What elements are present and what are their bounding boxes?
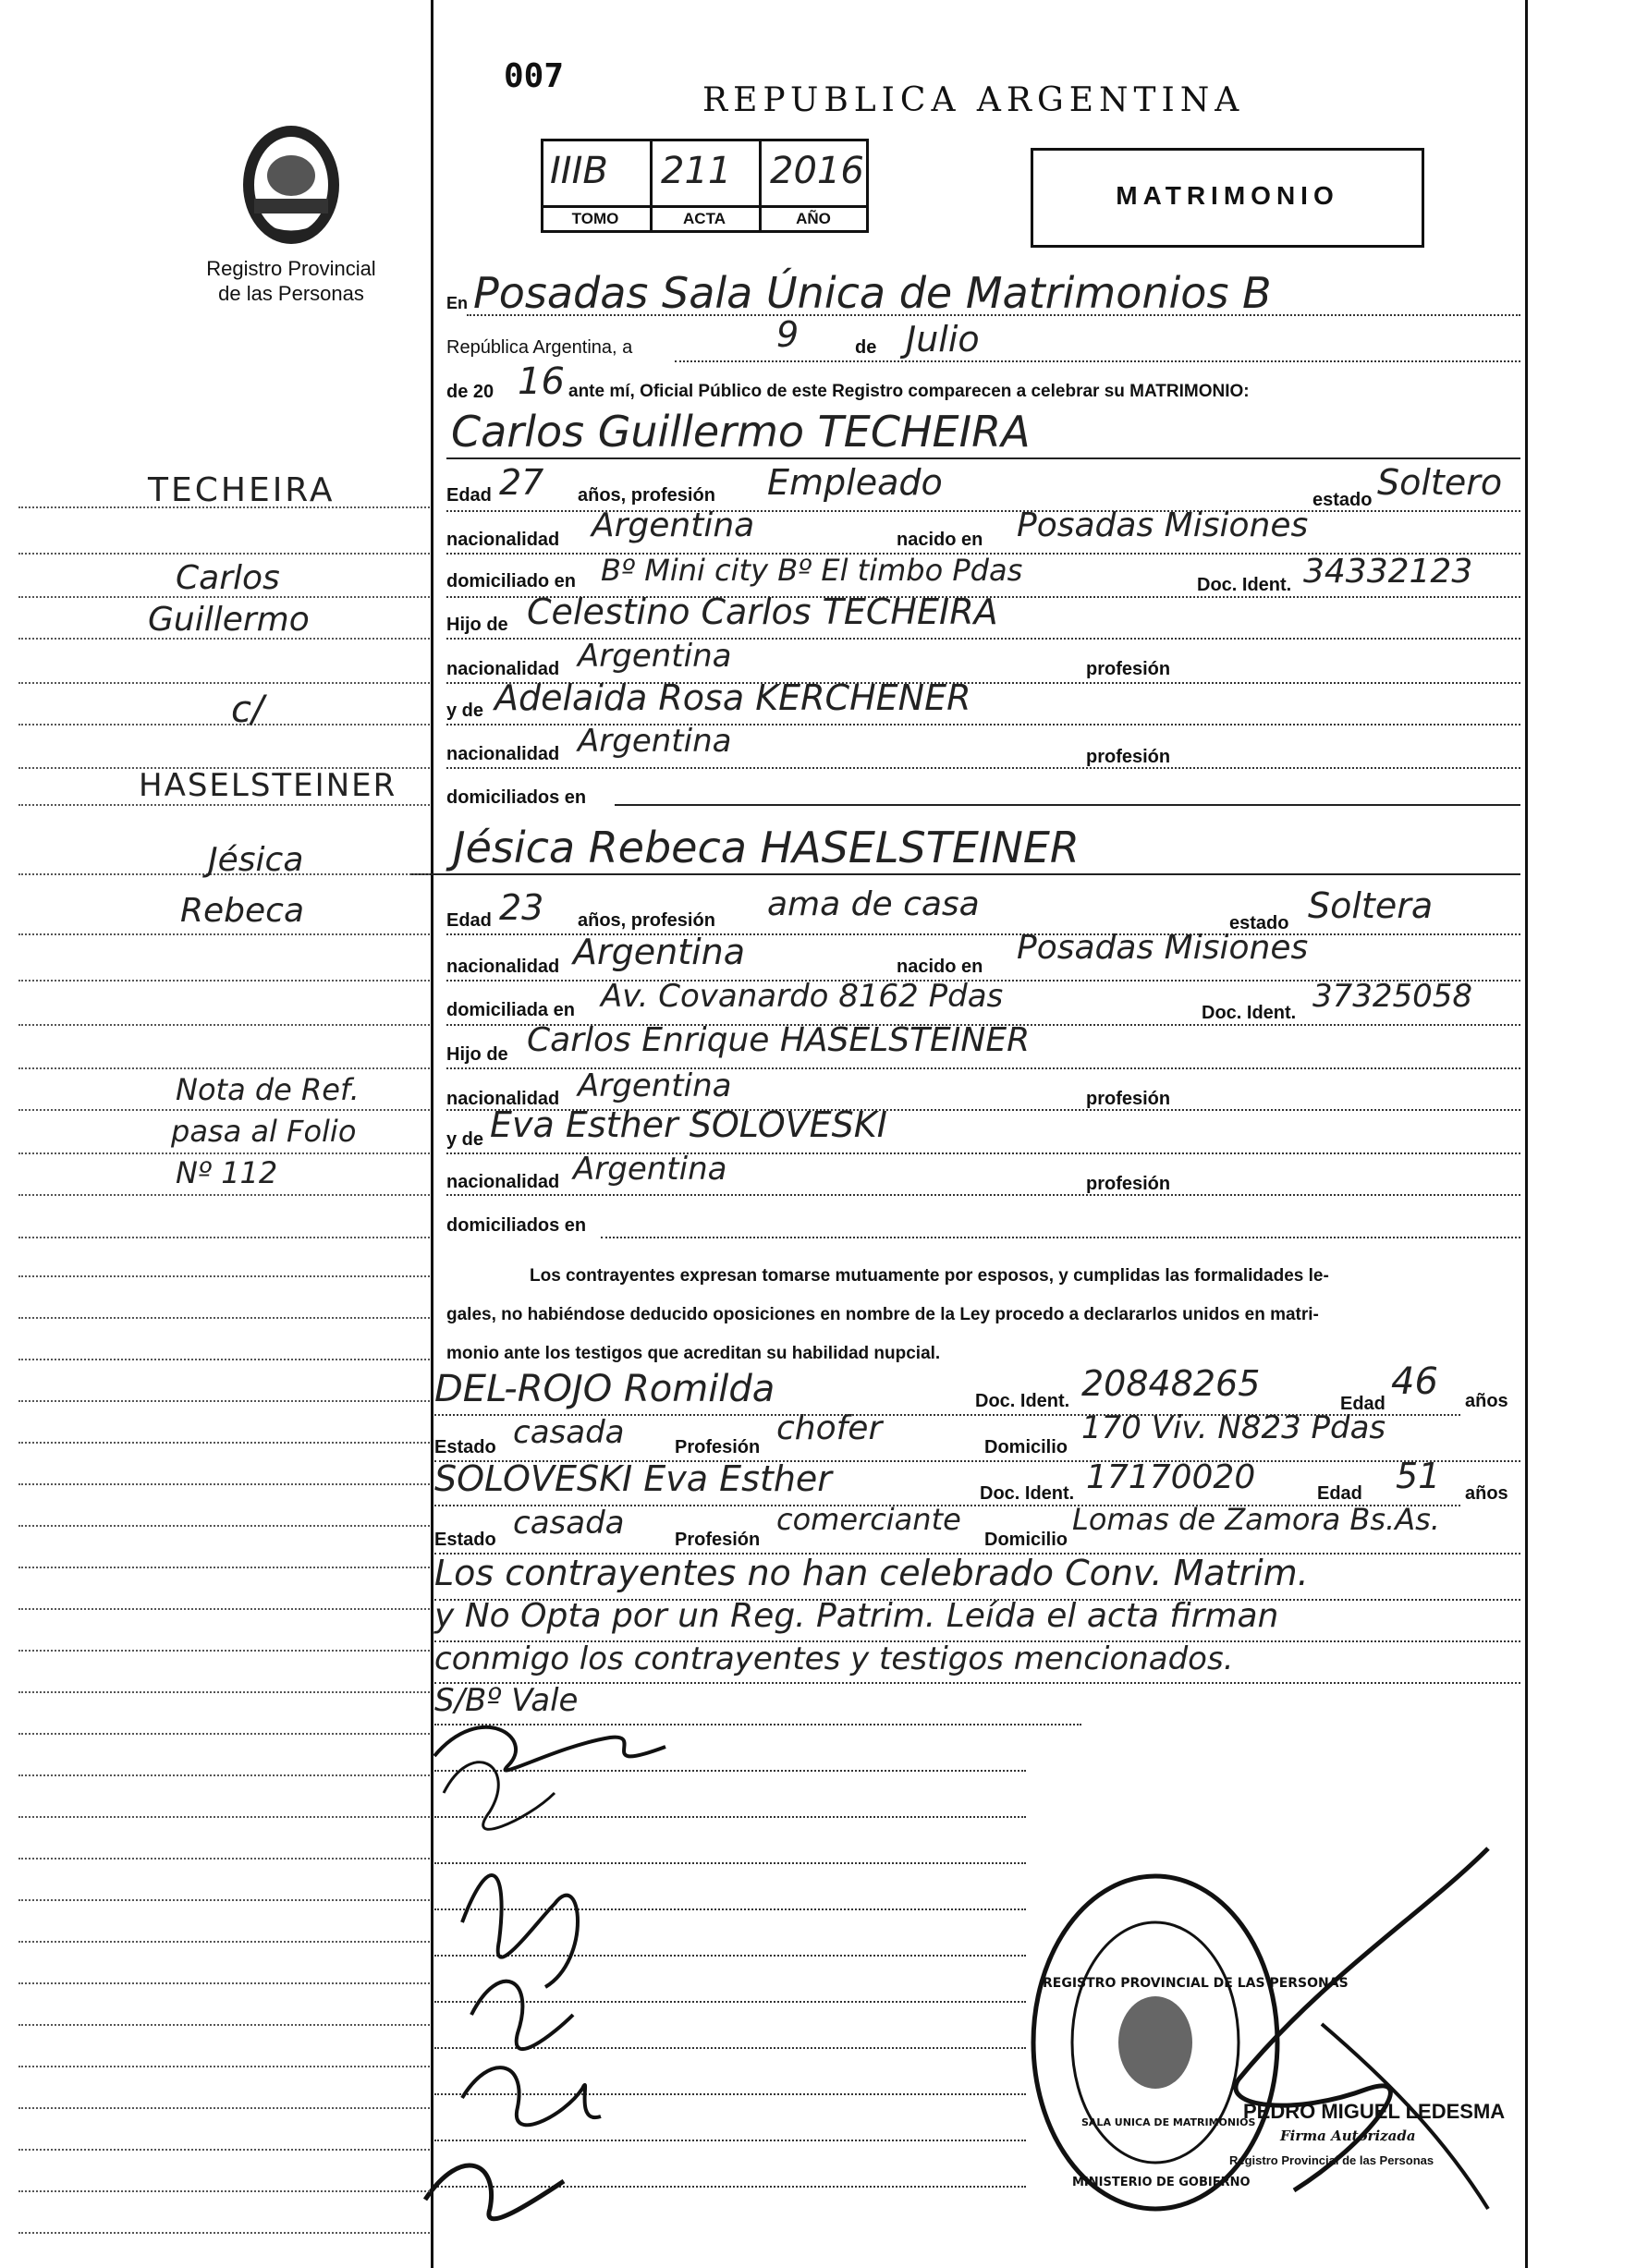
groom-father[interactable]: Celestino Carlos TECHEIRA xyxy=(527,591,998,632)
year-suffix[interactable]: 16 xyxy=(518,360,565,403)
bride-prof[interactable]: ama de casa xyxy=(767,885,980,923)
groom-nacido[interactable]: Posadas Misiones xyxy=(1017,506,1309,544)
day-value[interactable]: 9 xyxy=(776,314,800,355)
acta-label: ACTA xyxy=(683,210,726,227)
witness2-estado-label: Estado xyxy=(434,1530,496,1550)
declaration-line-2: gales, no habiéndose deducido oposiciones en nombre de la Ley procedo a declararlos unidos en matri- xyxy=(446,1305,1319,1324)
margin-notes xyxy=(18,0,430,2268)
witness2-prof[interactable]: comerciante xyxy=(776,1502,961,1537)
registry-line-1: Registro Provincial xyxy=(206,257,376,280)
groom-domiciliados-label: domiciliados en xyxy=(446,787,587,808)
observation-line-4[interactable]: S/Bº Vale xyxy=(434,1682,579,1719)
margin-note-3: Nº 112 xyxy=(176,1155,278,1190)
witness2-anios-label: años xyxy=(1465,1483,1508,1504)
witness1-doc-label: Doc. Ident. xyxy=(975,1391,1070,1411)
en-label: En xyxy=(446,294,469,312)
margin-joiner: c/ xyxy=(231,689,264,731)
groom-dom[interactable]: Bº Mini city Bº El timbo Pdas xyxy=(601,553,1023,588)
witness1-dom[interactable]: 170 Viv. N823 Pdas xyxy=(1081,1409,1386,1446)
bride-dom-label: domiciliada en xyxy=(446,1000,575,1020)
place-value[interactable]: Posadas Sala Única de Matrimonios B xyxy=(473,268,1272,318)
witness1-estado-label: Estado xyxy=(434,1437,496,1457)
groom-mother-nac-label: nacionalidad xyxy=(446,744,560,764)
witness1-prof[interactable]: chofer xyxy=(776,1409,883,1447)
acta-value: 211 xyxy=(661,150,732,192)
bride-father-prof-label: profesión xyxy=(1086,1089,1171,1109)
signature-2 xyxy=(444,1762,555,1830)
tomo-value: IIIB xyxy=(550,150,608,192)
stamp-ring-top: REGISTRO PROVINCIAL DE LAS PERSONAS xyxy=(1043,1976,1349,1991)
witness2-edad[interactable]: 51 xyxy=(1396,1456,1441,1496)
groom-edad[interactable]: 27 xyxy=(499,462,544,503)
bride-father-nac-label: nacionalidad xyxy=(446,1089,560,1109)
bride-father-nac[interactable]: Argentina xyxy=(578,1067,732,1104)
tomo-label: TOMO xyxy=(571,210,619,227)
groom-nac-label: nacionalidad xyxy=(446,530,560,550)
groom-father-label: Hijo de xyxy=(446,615,508,635)
groom-estado[interactable]: Soltero xyxy=(1377,462,1503,503)
observation-line-2[interactable]: y No Opta por un Reg. Patrim. Leída el acta firman xyxy=(434,1597,1279,1635)
stamp-ring-inner: SALA UNICA DE MATRIMONIOS xyxy=(1081,2116,1256,2128)
observation-line-1[interactable]: Los contrayentes no han celebrado Conv. Matrim. xyxy=(434,1553,1309,1593)
groom-prof[interactable]: Empleado xyxy=(767,462,943,503)
groom-mother-nac[interactable]: Argentina xyxy=(578,723,732,760)
de-label: de xyxy=(855,337,877,358)
republica-label: República Argentina, a xyxy=(446,337,633,358)
stamp-ring-bottom: MINISTERIO DE GOBIERNO xyxy=(1072,2176,1251,2189)
signature-6 xyxy=(425,2165,564,2219)
bride-nacido-label: nacido en xyxy=(897,957,983,977)
bride-prof-label: años, profesión xyxy=(578,910,715,931)
signature-5 xyxy=(462,2067,601,2125)
witness2-estado[interactable]: casada xyxy=(513,1505,625,1542)
bride-father-label: Hijo de xyxy=(446,1044,508,1065)
bride-doc[interactable]: 37325058 xyxy=(1312,978,1473,1015)
margin-given-2b: Rebeca xyxy=(180,892,305,930)
witness1-prof-label: Profesión xyxy=(675,1437,761,1457)
margin-given-2a: Jésica xyxy=(208,841,304,879)
witness2-dom[interactable]: Lomas de Zamora Bs.As. xyxy=(1072,1502,1440,1537)
bride-father[interactable]: Carlos Enrique HASELSTEINER xyxy=(527,1021,1031,1059)
groom-mother[interactable]: Adelaida Rosa KERCHENER xyxy=(494,677,971,718)
margin-given-1b: Guillermo xyxy=(148,601,310,639)
signatures xyxy=(407,1682,1072,2237)
bride-name[interactable]: Jésica Rebeca HASELSTEINER xyxy=(453,823,1080,872)
declaration-line-3: monio ante los testigos que acreditan su habilidad nupcial. xyxy=(446,1344,941,1363)
groom-prof-label: años, profesión xyxy=(578,485,715,506)
witness1-name[interactable]: DEL-ROJO Romilda xyxy=(434,1368,775,1410)
officer-name: PEDRO MIGUEL LEDESMA xyxy=(1243,2100,1506,2123)
bride-mother-prof-label: profesión xyxy=(1086,1174,1171,1194)
declaration xyxy=(446,1257,1519,1373)
groom-estado-label: estado xyxy=(1312,490,1373,510)
margin-surname-1: TECHEIRA xyxy=(148,471,336,509)
page-number: 007 xyxy=(504,57,565,95)
groom-father-prof-label: profesión xyxy=(1086,659,1171,679)
bride-edad-label: Edad xyxy=(446,910,492,931)
witness1-anios-label: años xyxy=(1465,1391,1508,1411)
witness2-doc-label: Doc. Ident. xyxy=(980,1483,1075,1504)
witness1-doc[interactable]: 20848265 xyxy=(1081,1363,1261,1404)
groom-name[interactable]: Carlos Guillermo TECHEIRA xyxy=(451,407,1031,457)
groom-nac[interactable]: Argentina xyxy=(592,506,755,544)
groom-father-nac[interactable]: Argentina xyxy=(578,638,732,675)
bride-mother-nac-label: nacionalidad xyxy=(446,1172,560,1192)
bride-dom[interactable]: Av. Covanardo 8162 Pdas xyxy=(601,978,1004,1015)
officer-office: Registro Provincial de las Personas xyxy=(1229,2153,1434,2167)
declaration-line-1: Los contrayentes expresan tomarse mutuamente por esposos, y cumplidas las formalidades le- xyxy=(530,1266,1329,1286)
groom-father-nac-label: nacionalidad xyxy=(446,659,560,679)
bride-nacido[interactable]: Posadas Misiones xyxy=(1017,929,1309,967)
intro-text: ante mí, Oficial Público de este Registro comparecen a celebrar su MATRIMONIO: xyxy=(568,382,1250,401)
witness2-doc[interactable]: 17170020 xyxy=(1086,1458,1256,1496)
margin-given-1a: Carlos xyxy=(176,559,280,597)
country-title: REPUBLICA ARGENTINA xyxy=(702,81,1245,119)
witness2-name[interactable]: SOLOVESKI Eva Esther xyxy=(434,1458,832,1499)
anio-value: 2016 xyxy=(770,150,864,192)
bride-nac[interactable]: Argentina xyxy=(573,932,746,972)
observation-line-3[interactable]: conmigo los contrayentes y testigos mencionados. xyxy=(434,1640,1234,1677)
signature-4 xyxy=(471,1981,573,2049)
bride-nac-label: nacionalidad xyxy=(446,957,560,977)
witness1-dom-label: Domicilio xyxy=(984,1437,1068,1457)
bride-mother[interactable]: Eva Esther SOLOVESKI xyxy=(490,1104,887,1145)
witness1-edad-label: Edad xyxy=(1340,1394,1386,1414)
officer-title: Firma Autorizada xyxy=(1280,2128,1416,2144)
anio-label: AÑO xyxy=(796,210,831,227)
groom-mother-label: y de xyxy=(446,701,484,721)
groom-dom-label: domiciliado en xyxy=(446,571,577,591)
registry-line-2: de las Personas xyxy=(218,282,364,305)
year-prefix: de 20 xyxy=(446,382,494,402)
bride-edad[interactable]: 23 xyxy=(499,887,544,928)
bride-doc-label: Doc. Ident. xyxy=(1202,1003,1297,1023)
margin-note-1: Nota de Ref. xyxy=(176,1072,360,1107)
bride-mother-label: y de xyxy=(446,1129,484,1150)
groom-nacido-label: nacido en xyxy=(897,530,983,550)
margin-surname-2: HASELSTEINER xyxy=(139,767,397,804)
witness2-dom-label: Domicilio xyxy=(984,1530,1068,1550)
bride-domiciliados-label: domiciliados en xyxy=(446,1215,587,1236)
officer-signature xyxy=(1183,1839,1525,2227)
groom-doc[interactable]: 34332123 xyxy=(1303,553,1473,591)
right-rule xyxy=(1525,0,1528,2268)
bride-estado-label: estado xyxy=(1229,913,1289,933)
month-value[interactable]: Julio xyxy=(906,319,980,360)
bride-mother-nac[interactable]: Argentina xyxy=(573,1151,727,1188)
witness2-edad-label: Edad xyxy=(1317,1483,1362,1504)
witness2-prof-label: Profesión xyxy=(675,1530,761,1550)
witness1-edad[interactable]: 46 xyxy=(1391,1360,1438,1403)
groom-mother-prof-label: profesión xyxy=(1086,747,1171,767)
signature-3 xyxy=(462,1875,578,1987)
record-type: MATRIMONIO xyxy=(1116,181,1339,210)
record-box xyxy=(541,139,869,233)
groom-doc-label: Doc. Ident. xyxy=(1197,575,1292,595)
witness1-estado[interactable]: casada xyxy=(513,1414,625,1451)
groom-edad-label: Edad xyxy=(446,485,492,506)
margin-note-2: pasa al Folio xyxy=(171,1114,357,1149)
bride-estado[interactable]: Soltera xyxy=(1308,885,1434,926)
